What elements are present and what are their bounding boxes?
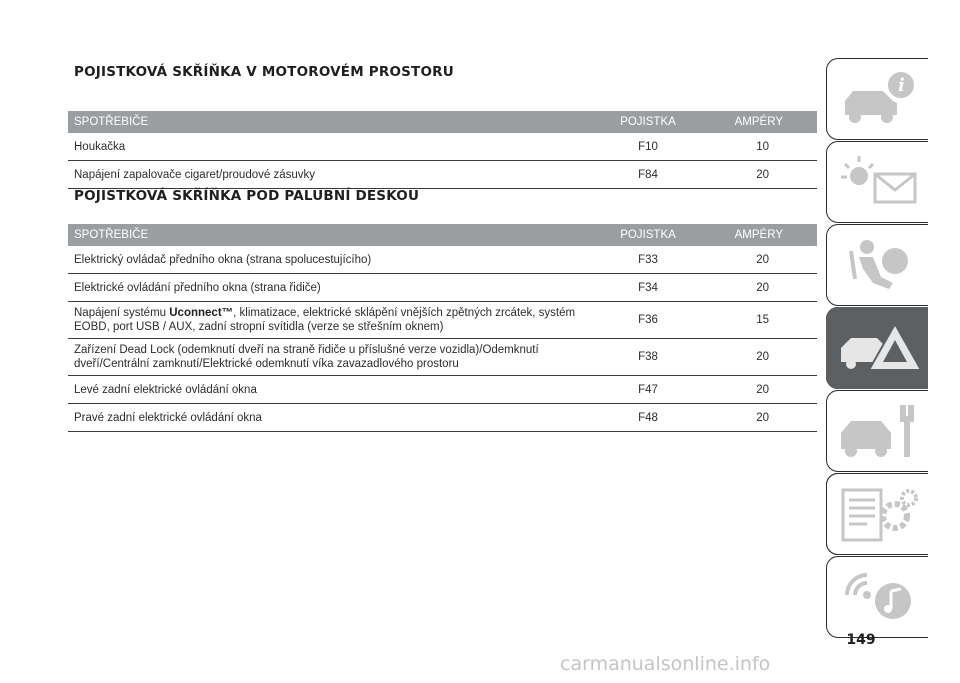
row-consumer: Houkačka [74, 140, 126, 153]
table-row [68, 404, 817, 432]
engine-fuse-table [68, 111, 817, 189]
table-header [68, 224, 817, 246]
multimedia-music-icon [837, 565, 925, 631]
row-fuse: F34 [638, 281, 658, 294]
table-row [68, 376, 817, 404]
row-amperes: 20 [756, 253, 769, 266]
table-row [68, 133, 817, 161]
row-amperes: 20 [756, 411, 769, 424]
svg-text:i: i [898, 75, 905, 96]
tab-technical-data-front[interactable] [826, 473, 928, 555]
row-amperes: 20 [756, 351, 769, 363]
table-row [68, 302, 817, 339]
header-amperes: AMPÉRY [734, 116, 783, 128]
row-consumer-prefix: Napájení systému [74, 307, 170, 319]
row-fuse: F48 [638, 411, 658, 424]
safety-airbag-icon [837, 233, 925, 299]
header-consumers: SPOTŘEBIČE [74, 229, 149, 241]
section-title-dashboard-fuses: POJISTKOVÁ SKŘÍŇKA POD PALUBNÍ DESKOU [74, 188, 420, 204]
row-consumer: Zařízení Dead Lock (odemknutí dveří na straně řidiče u příslušné verze vozidla)/Odemknutí dveří/Centrální zamknutí/Elektrické odemknutí víka zavazadlového prostoru [74, 344, 539, 370]
tab-multimedia[interactable] [826, 556, 928, 638]
row-consumer: Napájení zapalovače cigaret/proudové zásuvky [74, 168, 316, 181]
row-amperes: 10 [756, 140, 769, 153]
row-amperes: 15 [756, 314, 769, 326]
header-fuse: POJISTKA [620, 116, 676, 128]
header-amperes: AMPÉRY [734, 229, 783, 241]
tab-emergency-active[interactable] [826, 307, 928, 389]
table-row [68, 274, 817, 302]
header-fuse: POJISTKA [620, 229, 676, 241]
tab-warning-lights[interactable] [826, 141, 928, 223]
table-row [68, 161, 817, 189]
tab-car-info[interactable] [826, 58, 928, 140]
table-row [68, 246, 817, 274]
row-fuse: F36 [638, 314, 658, 326]
row-consumer: Elektrický ovládač předního okna (strana spolucestujícího) [74, 253, 372, 266]
emergency-car-warning-icon [837, 316, 925, 382]
uconnect-brand: Uconnect™ [169, 307, 234, 319]
car-info-icon [837, 67, 925, 133]
watermark: carmanualsonline.info [560, 653, 771, 675]
row-consumer: Pravé zadní elektrické ovládání okna [74, 411, 262, 424]
warning-lights-messages-icon [837, 150, 925, 216]
tab-safety[interactable] [826, 224, 928, 306]
table-header [68, 111, 817, 133]
technical-data-gear-icon [837, 482, 925, 548]
row-consumer-suffix: , klimatizace, elektrické sklápění vnějších zpětných zrcátek, systém EOBD, port USB / AUX, zadní stropní svítidla (verze se střešním oknem) [74, 307, 576, 333]
row-fuse: F33 [638, 253, 658, 266]
row-amperes: 20 [756, 168, 769, 181]
row-consumer [68, 306, 588, 334]
row-consumer: Elektrické ovládání předního okna (strana řidiče) [74, 281, 321, 294]
row-amperes: 20 [756, 281, 769, 294]
table-row [68, 339, 817, 376]
dashboard-fuse-table [68, 224, 817, 432]
row-consumer: Levé zadní elektrické ovládání okna [74, 383, 257, 396]
row-fuse: F84 [638, 168, 658, 181]
header-consumers: SPOTŘEBIČE [74, 116, 149, 128]
tab-maintenance[interactable] [826, 390, 928, 472]
row-amperes: 20 [756, 383, 769, 396]
row-fuse: F10 [638, 140, 658, 153]
car-maintenance-wrench-icon [837, 399, 925, 465]
row-fuse: F47 [638, 383, 658, 396]
page-number: 149 [846, 632, 876, 648]
row-fuse: F38 [638, 351, 658, 363]
section-title-engine-fuses: POJISTKOVÁ SKŘÍŇKA V MOTOROVÉM PROSTORU [74, 64, 454, 80]
